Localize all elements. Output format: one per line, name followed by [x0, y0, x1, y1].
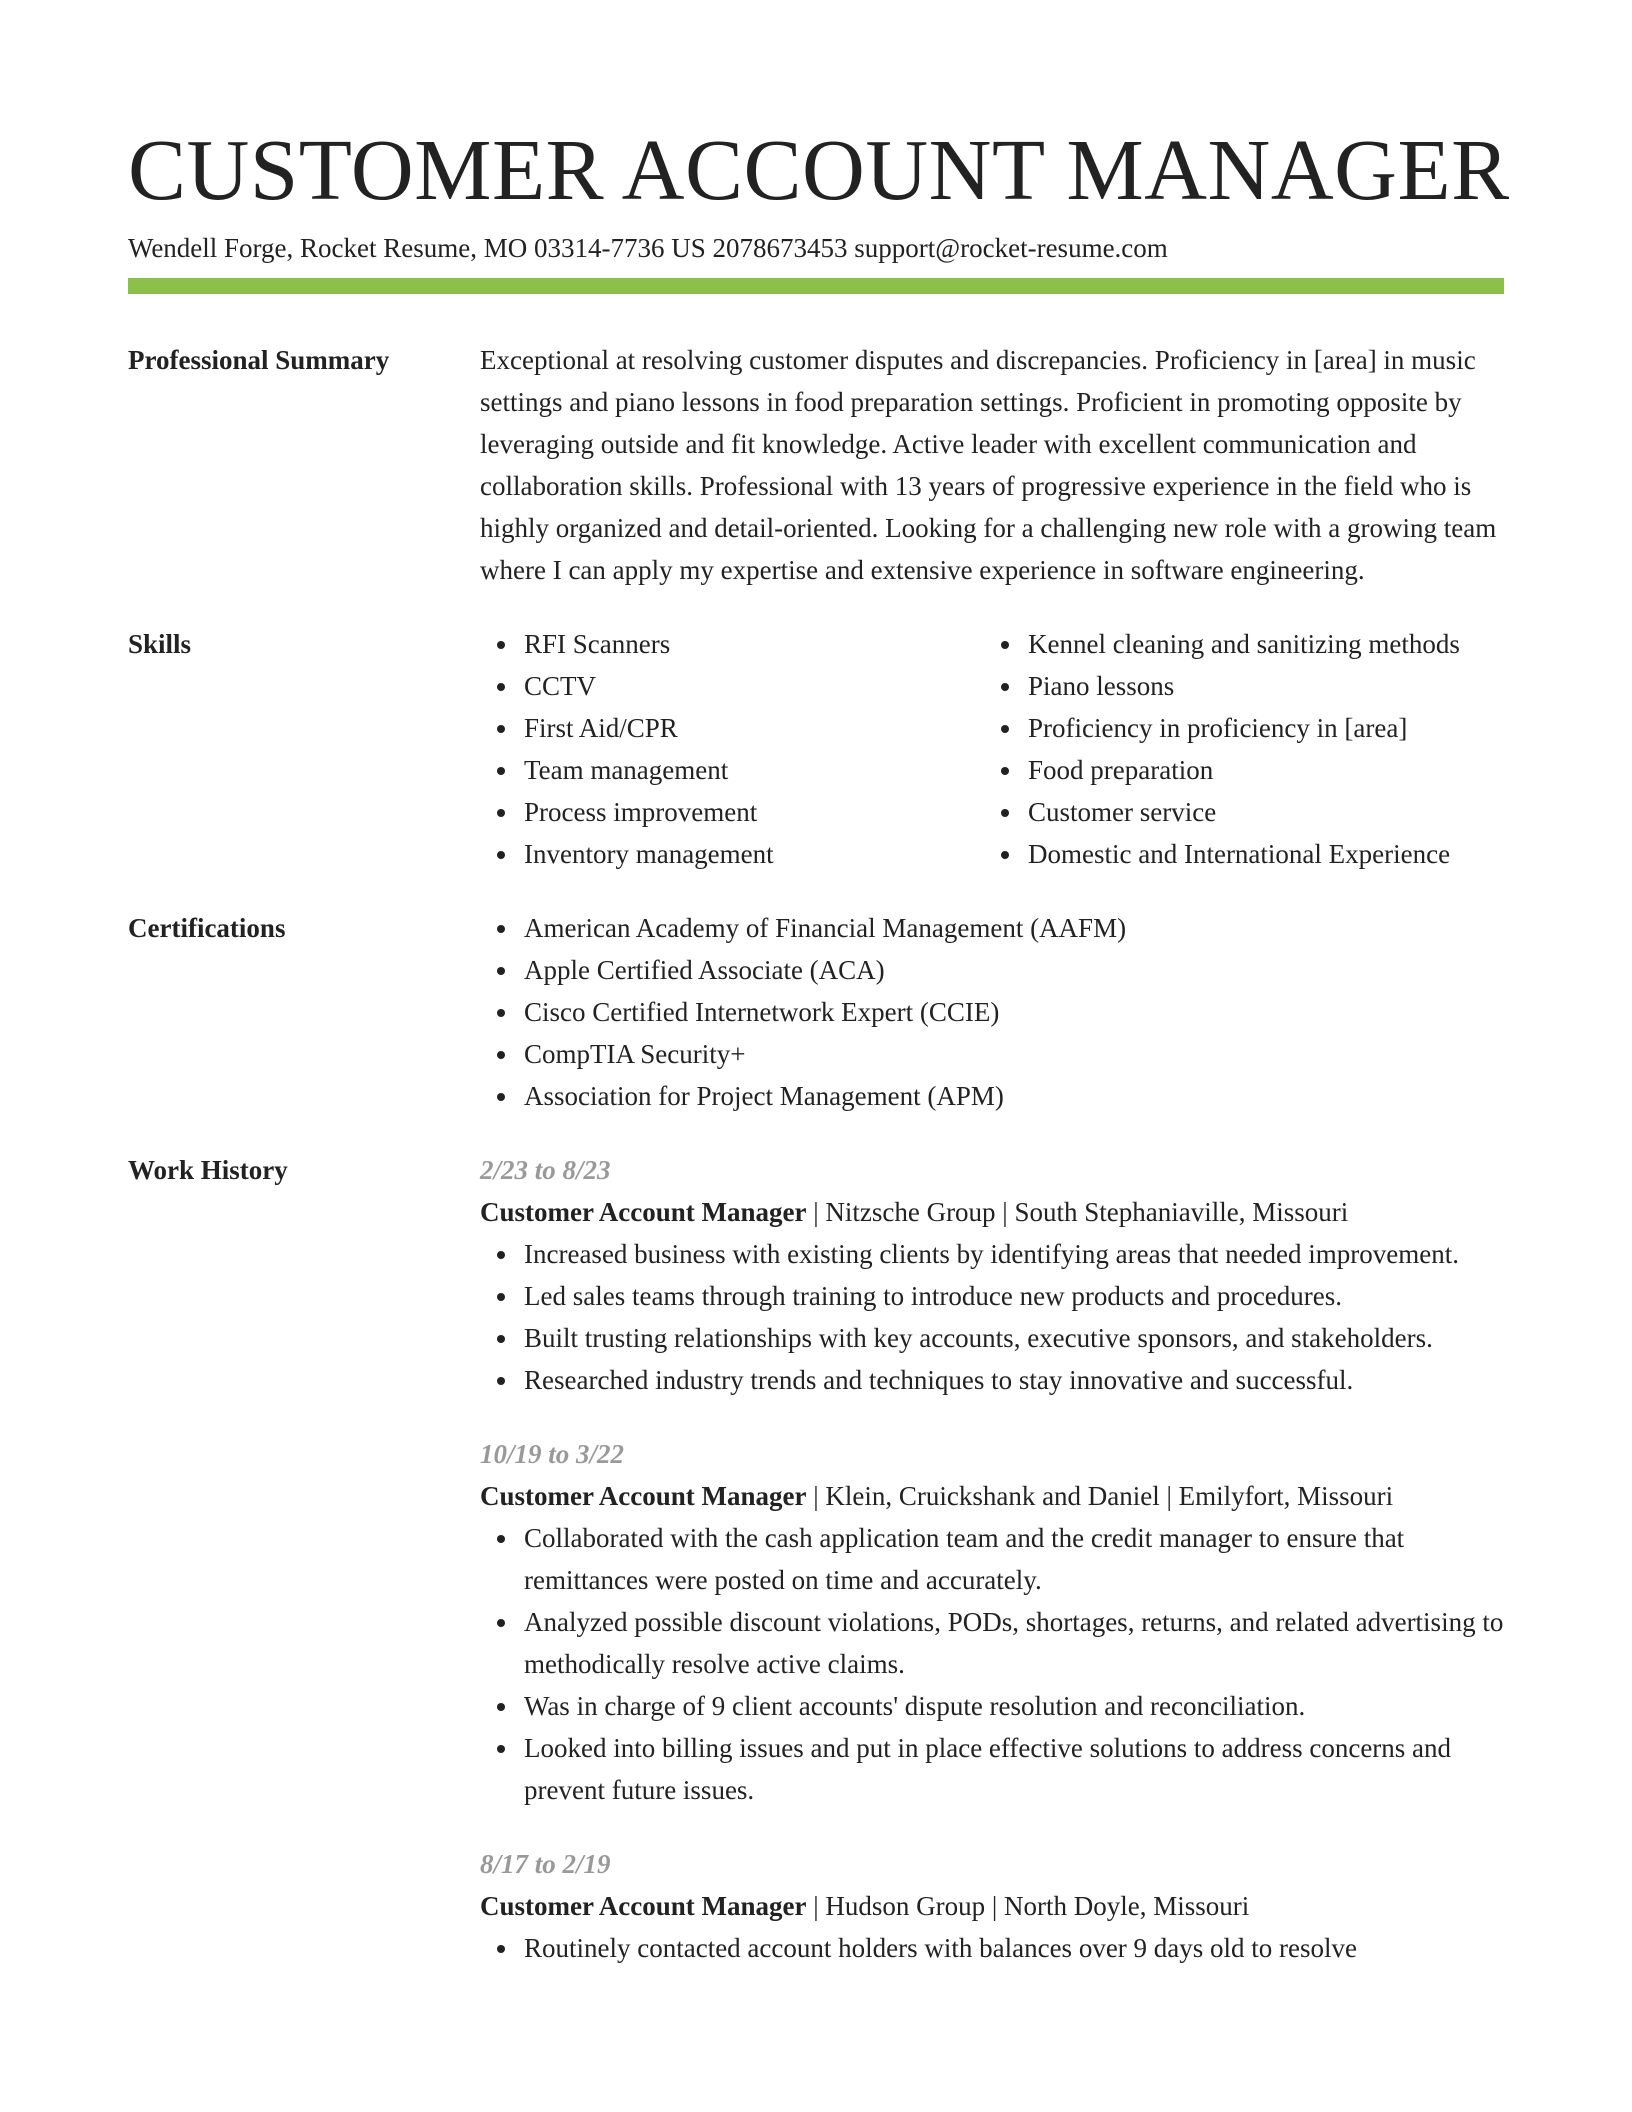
skills-body: [480, 623, 1504, 875]
certification-item: Apple Certified Associate (ACA): [524, 949, 1504, 991]
work-history-section: [128, 1149, 1504, 1969]
job-bullet: Analyzed possible discount violations, PODs, shortages, returns, and related advertising to methodically resolve active claims.: [524, 1601, 1504, 1685]
work-history-body: [480, 1149, 1504, 1969]
certification-item: Association for Project Management (APM): [524, 1075, 1504, 1117]
work-history-label: Work History: [128, 1155, 288, 1185]
job-heading: [480, 1885, 1504, 1927]
skill-item: Customer service: [1028, 791, 1488, 833]
certification-item: CompTIA Security+: [524, 1033, 1504, 1075]
skill-item: Proficiency in proficiency in [area]: [1028, 707, 1488, 749]
skill-item: CCTV: [524, 665, 984, 707]
skill-item: Inventory management: [524, 833, 984, 875]
skill-item: Piano lessons: [1028, 665, 1488, 707]
certifications-label: Certifications: [128, 913, 286, 943]
job-dates: 2/23 to 8/23: [480, 1155, 611, 1185]
job-dates: 8/17 to 2/19: [480, 1849, 611, 1879]
skill-item: Food preparation: [1028, 749, 1488, 791]
job-bullet: Built trusting relationships with key accounts, executive sponsors, and stakeholders.: [524, 1317, 1504, 1359]
summary-section: [128, 339, 1504, 591]
job-entry: [480, 1843, 1504, 1969]
page-title: CUSTOMER ACCOUNT MANAGER: [128, 121, 1510, 218]
resume-page: [128, 120, 1510, 1969]
job-role: Customer Account Manager: [480, 1891, 807, 1921]
contact-line: Wendell Forge, Rocket Resume, MO 03314-7736 US 2078673453 support@rocket-resume.com: [128, 233, 1168, 263]
job-role: Customer Account Manager: [480, 1481, 807, 1511]
summary-text: Exceptional at resolving customer disputes and discrepancies. Proficiency in [area] in music settings and piano lessons in food preparation settings. Proficient in promoting opposite by leveraging outside and fit knowledge. Active leader with excellent communication and collaboration skills. Professional with 13 years of progressive experience in the field who is highly organized and detail-oriented. Looking for a challenging new role with a growing team where I can apply my expertise and extensive experience in software engineering.: [480, 345, 1497, 585]
skills-column-right: [984, 623, 1488, 875]
job-bullet: Routinely contacted account holders with balances over 9 days old to resolve: [524, 1927, 1504, 1969]
job-bullet: Increased business with existing clients by identifying areas that needed improvement.: [524, 1233, 1504, 1275]
job-details: | Hudson Group | North Doyle, Missouri: [806, 1891, 1250, 1921]
job-bullet: Collaborated with the cash application team and the credit manager to ensure that remittances were posted on time and accurately.: [524, 1517, 1504, 1601]
job-role: Customer Account Manager: [480, 1197, 807, 1227]
skill-item: First Aid/CPR: [524, 707, 984, 749]
job-bullet: Researched industry trends and techniques to stay innovative and successful.: [524, 1359, 1504, 1401]
certifications-body: [480, 907, 1504, 1117]
skill-item: Kennel cleaning and sanitizing methods: [1028, 623, 1488, 665]
job-entry: [480, 1149, 1504, 1401]
header-divider: [128, 278, 1504, 294]
certification-item: Cisco Certified Internetwork Expert (CCIE): [524, 991, 1504, 1033]
job-dates: 10/19 to 3/22: [480, 1439, 625, 1469]
job-details: | Klein, Cruickshank and Daniel | Emilyfort, Missouri: [806, 1481, 1394, 1511]
certifications-section: [128, 907, 1504, 1117]
job-entry: [480, 1433, 1504, 1811]
job-heading: [480, 1475, 1504, 1517]
job-bullet: Looked into billing issues and put in place effective solutions to address concerns and prevent future issues.: [524, 1727, 1504, 1811]
skill-item: Team management: [524, 749, 984, 791]
summary-body: [480, 339, 1504, 591]
job-details: | Nitzsche Group | South Stephaniaville, Missouri: [806, 1197, 1349, 1227]
skills-label: Skills: [128, 629, 192, 659]
skills-column-left: [480, 623, 984, 875]
summary-label: Professional Summary: [128, 345, 390, 375]
skills-section: [128, 623, 1504, 875]
job-heading: [480, 1191, 1504, 1233]
skill-item: Domestic and International Experience: [1028, 833, 1488, 875]
certification-item: American Academy of Financial Management (AAFM): [524, 907, 1504, 949]
skill-item: Process improvement: [524, 791, 984, 833]
job-bullet: Was in charge of 9 client accounts' dispute resolution and reconciliation.: [524, 1685, 1504, 1727]
skill-item: RFI Scanners: [524, 623, 984, 665]
job-bullet: Led sales teams through training to introduce new products and procedures.: [524, 1275, 1504, 1317]
